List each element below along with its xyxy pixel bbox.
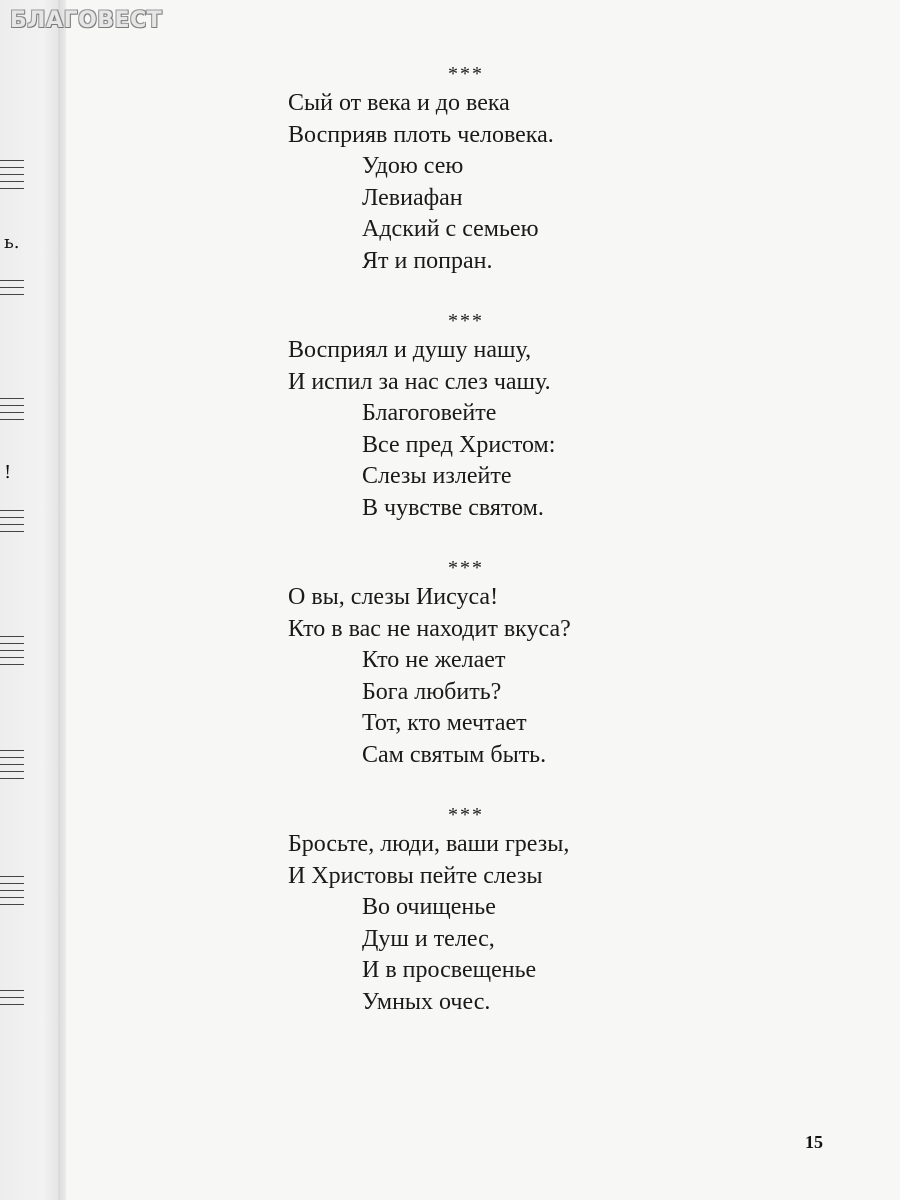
poem-line: Все пред Христом:	[362, 431, 556, 458]
music-staff	[0, 160, 24, 195]
stanza	[288, 554, 768, 771]
music-staff	[0, 280, 24, 301]
poem-line: И Христовы пейте слезы	[288, 862, 543, 889]
watermark-logo: БЛАГОВЕСТ	[10, 8, 163, 33]
stanza-separator: ***	[448, 804, 484, 826]
music-staff	[0, 990, 24, 1011]
poem-line: Кто не желает	[362, 647, 506, 673]
poem-line: Левиафан	[362, 184, 463, 211]
poem-line: В чувстве святом.	[362, 494, 544, 521]
poem-line: Восприяв плоть человека.	[288, 121, 554, 148]
music-staff	[0, 636, 24, 671]
poem-line: И в просвещенье	[362, 957, 537, 983]
staff-fragment: ь.	[4, 232, 20, 253]
poem-line: Кто в вас не находит вкуса?	[288, 615, 571, 642]
poem-line: Ят и попран.	[362, 247, 493, 274]
music-staff	[0, 398, 24, 426]
staff-fragment: !	[4, 462, 12, 483]
poem-line: Душ и телес,	[362, 925, 495, 952]
music-staff	[0, 510, 24, 538]
poem-line: Благоговейте	[362, 400, 497, 426]
stanza	[288, 307, 768, 524]
stanza-separator: ***	[448, 310, 484, 332]
poem-line: Сам святым быть.	[362, 741, 547, 768]
poem-line: Бога любить?	[362, 678, 502, 705]
poem-line: Сый от века и до века	[288, 90, 510, 116]
music-staff	[0, 876, 24, 911]
poem-line: Удою сею	[362, 153, 464, 179]
poem-line: О вы, слезы Иисуса!	[288, 584, 499, 610]
stanza-separator: ***	[448, 63, 484, 85]
stanza	[288, 801, 768, 1018]
poem-line: И испил за нас слез чашу.	[288, 368, 551, 395]
poem-line: Во очищенье	[362, 894, 496, 920]
stanza-separator: ***	[448, 557, 484, 579]
poem-line: Слезы излейте	[362, 463, 512, 489]
poem-line: Бросьте, люди, ваши грезы,	[288, 831, 570, 857]
poem-line: Тот, кто мечтает	[362, 710, 527, 736]
page-number: 15	[805, 1132, 823, 1152]
poem	[288, 60, 768, 1018]
music-staff	[0, 750, 24, 785]
poem-line: Умных очес.	[362, 988, 491, 1015]
poem-line: Восприял и душу нашу,	[288, 337, 532, 363]
poem-line: Адский с семьею	[362, 216, 539, 242]
stanza	[288, 60, 768, 277]
facing-page-edge	[0, 0, 62, 1200]
